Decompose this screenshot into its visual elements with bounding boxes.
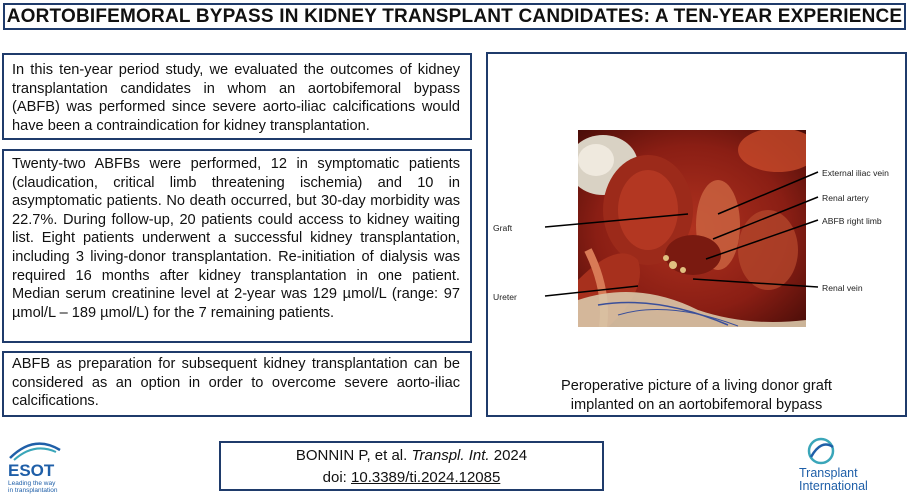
esot-tagline-1: Leading the way xyxy=(8,480,56,487)
esot-logo xyxy=(4,436,114,494)
results-text: Twenty-two ABFBs were performed, 12 in symptomatic patients (claudication, critical limb threatening ischemia) and 10 in asymptomatic patients. No death occurred, but 30-day morbidity was 22.7%. During follow-up, 20 patients could access to kidney waiting list. Eight patients underwent a successful kidney transplantation, including 3 living-donor transplantation. Re-initiation of dialysis was required 16 months after kidney transplantation in one patient. Median serum creatinine level at 2-year was 129 µmol/L (range: 97 µmol/L – 189 µmol/L) for the 7 remaining patients. xyxy=(12,156,460,321)
results-box xyxy=(2,149,472,343)
esot-name: ESOT xyxy=(8,461,55,480)
esot-tagline-2: in transplantation xyxy=(8,487,58,494)
citation-year: 2024 xyxy=(493,447,528,464)
doi-prefix: doi: xyxy=(322,469,347,486)
title-bar xyxy=(3,3,906,30)
citation-box xyxy=(219,441,604,491)
aims-box xyxy=(2,53,472,140)
citation-line-2 xyxy=(221,467,602,489)
conclusion-box xyxy=(2,351,472,417)
label-abfb-right-limb: ABFB right limb xyxy=(822,216,882,226)
figure-box xyxy=(486,52,907,417)
label-graft: Graft xyxy=(493,223,513,233)
citation-journal: Transpl. Int. xyxy=(411,447,490,464)
annotation-lines xyxy=(488,54,909,419)
doi-link[interactable]: 10.3389/ti.2024.12085 xyxy=(351,469,501,486)
conclusion-text: ABFB as preparation for subsequent kidney transplantation can be considered as an option in order to overcome severe aorto-iliac calcifications. xyxy=(12,356,460,410)
citation-authors: BONNIN P, et al. xyxy=(295,447,408,464)
page-title: AORTOBIFEMORAL BYPASS IN KIDNEY TRANSPLANT CANDIDATES: A TEN-YEAR EXPERIENCE xyxy=(6,5,903,27)
citation-line-1 xyxy=(221,445,602,467)
caption-line-2: implanted on an aortobifemoral bypass xyxy=(570,396,823,413)
label-renal-artery: Renal artery xyxy=(822,193,869,203)
label-ureter: Ureter xyxy=(493,292,517,302)
label-external-iliac-vein: External iliac vein xyxy=(822,168,889,178)
ti-line-2: International xyxy=(799,479,868,493)
transplant-international-logo xyxy=(793,433,911,493)
label-renal-vein: Renal vein xyxy=(822,283,863,293)
ti-line-1: Transplant xyxy=(799,466,858,480)
figure-caption xyxy=(488,377,905,414)
caption-line-1: Peroperative picture of a living donor graft xyxy=(561,378,832,394)
aims-text: In this ten-year period study, we evaluated the outcomes of kidney transplantation candidates in whom an aortobifemoral bypass (ABFB) was performed since severe aorto-iliac calcifications would have been a contraindication for kidney transplantation. xyxy=(12,62,460,134)
